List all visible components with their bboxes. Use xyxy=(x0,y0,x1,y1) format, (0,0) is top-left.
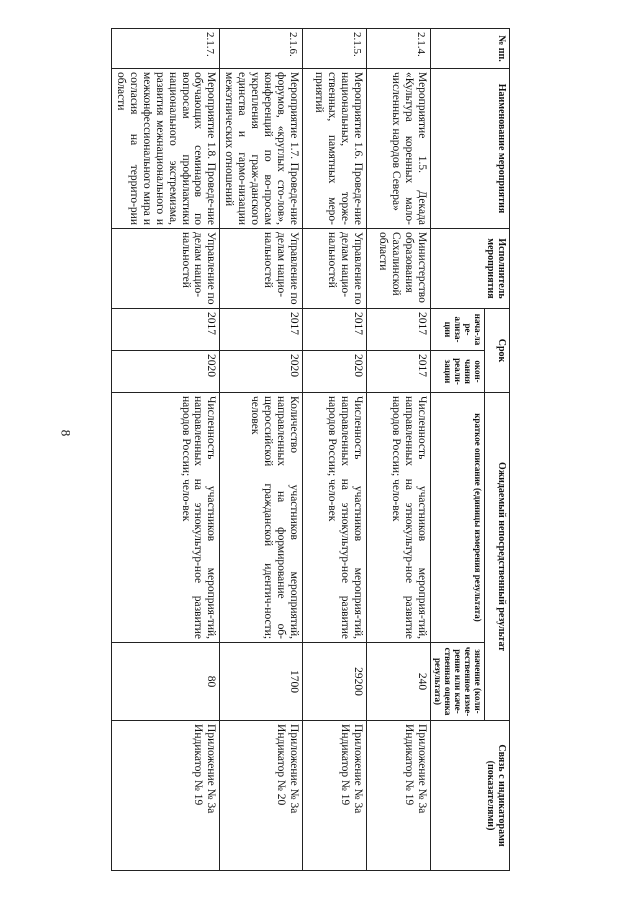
row-start-year: 2017 xyxy=(366,309,430,351)
row-end-year: 2020 xyxy=(112,351,220,393)
row-activity-name: Мероприятие 1.6. Проведе-ние национальных, торже-ственных, памятных меро-приятий xyxy=(302,69,366,229)
row-start-year: 2017 xyxy=(112,309,220,351)
table-row xyxy=(112,29,220,871)
row-result-value: 240 xyxy=(366,643,430,721)
header-term-end: окон-чания реали-зации xyxy=(430,351,484,393)
page-number: 8 xyxy=(58,429,74,437)
row-executor: Управление по делам нацио-нальностей xyxy=(302,229,366,309)
row-executor: Управление по делам нацио-нальностей xyxy=(220,229,302,309)
row-result-description: Количество участников мероприятий, направленных на формирование об-щероссийской гражданской идентич-ности; человек xyxy=(220,393,302,643)
row-result-description: Численность участников мероприя-тий, направленных на этнокультур-ное развитие народов России; чело-век xyxy=(302,393,366,643)
row-end-year: 2017 xyxy=(366,351,430,393)
table-row xyxy=(366,29,430,871)
row-result-description: Численность участников мероприя-тий, направленных на этнокультур-ное развитие народов России; чело-век xyxy=(366,393,430,643)
row-number: 2.1.5. xyxy=(302,29,366,69)
row-executor: Управление по делам нацио-нальностей xyxy=(112,229,220,309)
header-executor: Исполнитель мероприятия xyxy=(430,229,509,309)
header-term: Срок xyxy=(485,309,510,393)
row-indicator-link: Приложение № 3а Индикатор № 19 xyxy=(302,721,366,871)
row-number: 2.1.6. xyxy=(220,29,302,69)
table-row xyxy=(220,29,302,871)
row-indicator-link: Приложение № 3а Индикатор № 19 xyxy=(366,721,430,871)
row-result-value: 1700 xyxy=(220,643,302,721)
row-activity-name: Мероприятие 1.5. Декада «Культура коренных мало-численных народов Севера» xyxy=(366,69,430,229)
row-result-description: Численность участников мероприя-тий, направленных на этнокультур-ное развитие народов России; чело-век xyxy=(112,393,220,643)
row-result-value: 29200 xyxy=(302,643,366,721)
header-link: Связь с индикаторами (показателями) xyxy=(430,721,509,871)
header-result-desc: краткое описание (единицы измерения результата) xyxy=(430,393,484,643)
row-start-year: 2017 xyxy=(302,309,366,351)
row-indicator-link: Приложение № 3а Индикатор № 20 xyxy=(220,721,302,871)
header-name: Наименование мероприятия xyxy=(430,69,509,229)
row-end-year: 2020 xyxy=(302,351,366,393)
header-term-start: нача-ла ре-ализа-ции xyxy=(430,309,484,351)
row-number: 2.1.7. xyxy=(112,29,220,69)
header-num: № пп. xyxy=(430,29,509,69)
rotated-document-table xyxy=(110,28,510,870)
row-indicator-link: Приложение № 3а Индикатор № 19 xyxy=(112,721,220,871)
header-result: Ожидаемый непосредственный результат xyxy=(485,393,510,721)
row-executor: Министерство образования Сахалинской области xyxy=(366,229,430,309)
row-activity-name: Мероприятие 1.7. Проведе-ние форумов, «круглых сто-лов», конференций по во-просам укрепления граж-данского единства и гармо-низации межэтнических отношений xyxy=(220,69,302,229)
row-activity-name: Мероприятие 1.8. Проведе-ние обучающих семинаров по вопросам профилактики национального экстремизма, развития межнационального и межконфессионального мира и согласия на террито-рии области xyxy=(112,69,220,229)
row-end-year: 2020 xyxy=(220,351,302,393)
row-number: 2.1.4. xyxy=(366,29,430,69)
header-result-value: значение (коли-чественное изме-рение или каче-ственная оценка результата) xyxy=(430,643,484,721)
table-row xyxy=(302,29,366,871)
activities-table xyxy=(111,28,510,871)
row-result-value: 80 xyxy=(112,643,220,721)
row-start-year: 2017 xyxy=(220,309,302,351)
